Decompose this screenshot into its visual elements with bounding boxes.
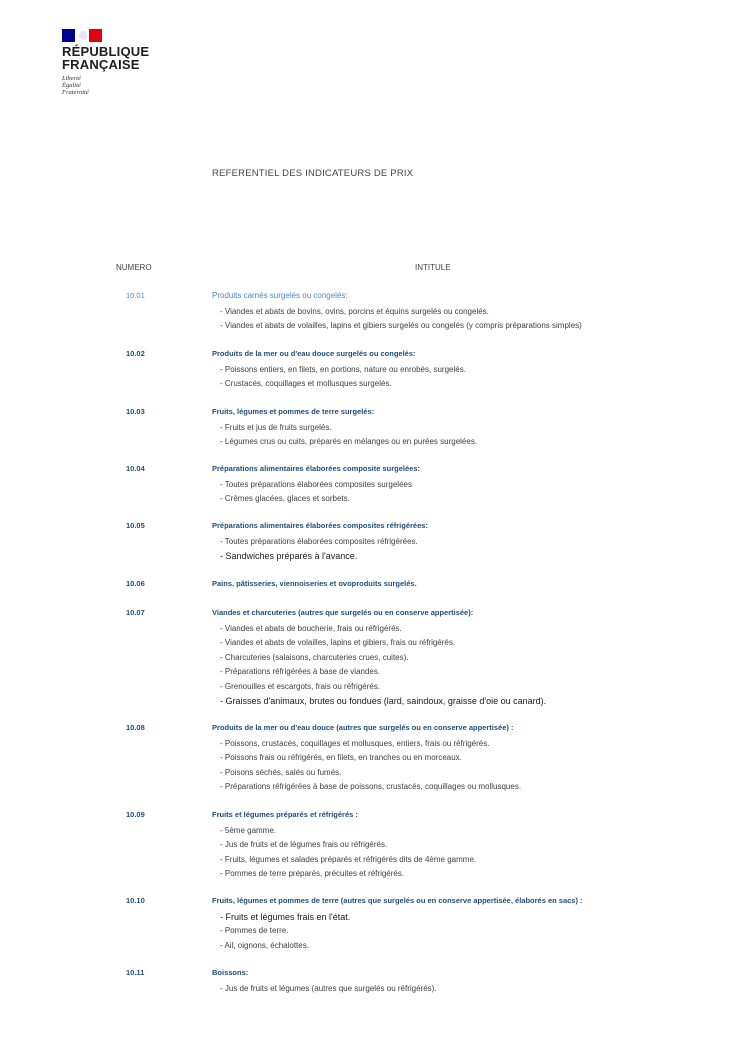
column-header-numero: NUMERO — [116, 263, 152, 272]
indicator-heading: Pains, pâtisseries, viennoiseries et ovoproduits surgelés. — [212, 579, 417, 588]
indicator-number: 10.04 — [126, 464, 145, 473]
indicator-items — [220, 982, 437, 997]
indicator-number: 10.08 — [126, 723, 145, 732]
indicator-item: - Poissons entiers, en filets, en portions, nature ou enrobés, surgelés. — [220, 364, 466, 374]
indicator-items — [220, 737, 521, 795]
indicator-item: - Charcuteries (salaisons, charcuteries crues, cuites). — [220, 652, 409, 662]
indicator-item: - Crèmes glacées, glaces et sorbets. — [220, 494, 350, 503]
indicator-item: - Pommes de terre préparés, précuites et réfrigérés. — [220, 869, 405, 878]
indicator-number: 10.07 — [126, 608, 145, 617]
indicator-item: - Viandes et abats de boucherie, frais ou réfrigérés. — [220, 623, 402, 633]
indicator-item: - Poissons, crustacés, coquillages et mollusques, entiers, frais ou réfrigérés. — [220, 738, 490, 748]
indicator-item: - Jus de fruits et légumes (autres que surgelés ou réfrigérés). — [220, 983, 437, 993]
indicator-item: - Graisses d'animaux, brutes ou fondues (lard, saindoux, graisse d'oie ou canard). — [220, 696, 547, 706]
indicator-item: - Toutes préparations élaborées composites réfrigérées. — [220, 536, 418, 546]
indicator-items — [220, 305, 582, 334]
indicator-heading: Produits de la mer ou d'eau douce surgelés ou congelés: — [212, 349, 416, 358]
logo-line-1: RÉPUBLIQUE — [62, 44, 150, 59]
indicator-item: - Légumes crus ou cuits, préparés en mélanges ou en purées surgelées. — [220, 437, 478, 446]
indicator-heading: Préparations alimentaires élaborées composite surgelées: — [212, 464, 421, 473]
indicator-item: - Fruits et légumes frais en l'état. — [220, 911, 351, 922]
indicator-item: - Fruits, légumes et salades préparés et réfrigérés dits de 4ème gamme. — [220, 854, 477, 864]
indicator-items — [220, 535, 418, 564]
indicator-item: - Grenouilles et escargots, frais ou réfrigérés. — [220, 681, 381, 691]
motto-egalite: Égalité — [62, 82, 81, 89]
indicator-number: 10.09 — [126, 810, 145, 819]
indicator-heading: Préparations alimentaires élaborées composites réfrigérées: — [212, 521, 428, 530]
indicator-item: - Viandes et abats de bovins, ovins, porcins et équins surgelés ou congelés. — [220, 306, 489, 316]
motto-liberte: Liberté — [62, 75, 81, 82]
indicator-heading: Fruits et légumes préparés et réfrigérés : — [212, 810, 358, 819]
indicator-item: - Préparations réfrigérées à base de poissons, crustacés, coquillages ou mollusques. — [220, 782, 522, 791]
indicator-heading: Produits de la mer ou d'eau douce (autres que surgelés ou en conserve appertisée) : — [212, 723, 514, 732]
indicator-items — [220, 824, 476, 882]
indicator-item: - Poisons séchés, salés ou fumés. — [220, 767, 342, 777]
indicator-item: - Jus de fruits et de légumes frais ou réfrigérés. — [220, 840, 388, 849]
indicator-item: - Pommes de terre. — [220, 926, 289, 935]
indicator-number: 10.06 — [126, 579, 145, 588]
indicator-number: 10.10 — [126, 896, 145, 905]
indicator-heading: Boissons: — [212, 968, 249, 977]
indicator-item: - Crustacés, coquillages et mollusques surgelés. — [220, 379, 392, 388]
indicator-number: 10.03 — [126, 407, 145, 416]
indicator-heading: Produits carnés surgelés ou congelés: — [212, 291, 348, 300]
indicator-items — [220, 622, 546, 709]
indicator-items — [220, 478, 412, 507]
indicator-item: - 5ème gamme. — [220, 825, 277, 835]
indicator-item: - Viandes et abats de volailles, lapins et gibiers, frais ou réfrigérés. — [220, 638, 456, 647]
indicator-items — [220, 910, 350, 954]
indicator-item: - Toutes préparations élaborées composites surgelées — [220, 479, 412, 489]
document-title: REFERENTIEL DES INDICATEURS DE PRIX — [212, 168, 414, 179]
column-header-intitule: INTITULE — [415, 263, 451, 272]
indicator-item: - Préparations réfrigérées à base de viandes. — [220, 667, 381, 676]
indicator-heading: Fruits, légumes et pommes de terre (autres que surgelés ou en conserve appertisée, élaborés en sacs) : — [212, 896, 583, 905]
indicator-heading: Fruits, légumes et pommes de terre surgelés: — [212, 407, 375, 416]
indicator-number: 10.01 — [126, 291, 145, 300]
indicator-heading: Viandes et charcuteries (autres que surgelés ou en conserve appertisée): — [212, 608, 474, 617]
logo-line-2: FRANÇAISE — [62, 57, 140, 72]
indicator-item: - Poissons frais ou réfrigérés, en filets, en tranches ou en morceaux. — [220, 753, 462, 762]
indicator-items — [220, 421, 477, 450]
indicator-item: - Viandes et abats de volailles, lapins et gibiers surgelés ou congelés (y compris préparations simples) — [220, 321, 582, 330]
indicator-item: - Ail, oignons, échalottes. — [220, 940, 309, 950]
indicator-item: - Sandwiches préparés à l'avance. — [220, 551, 358, 561]
indicator-items — [220, 363, 466, 392]
indicator-number: 10.11 — [126, 968, 145, 977]
indicator-number: 10.02 — [126, 349, 145, 358]
motto-fraternite: Fraternité — [62, 89, 89, 96]
indicator-item: - Fruits et jus de fruits surgelés. — [220, 422, 332, 432]
indicator-number: 10.05 — [126, 521, 145, 530]
